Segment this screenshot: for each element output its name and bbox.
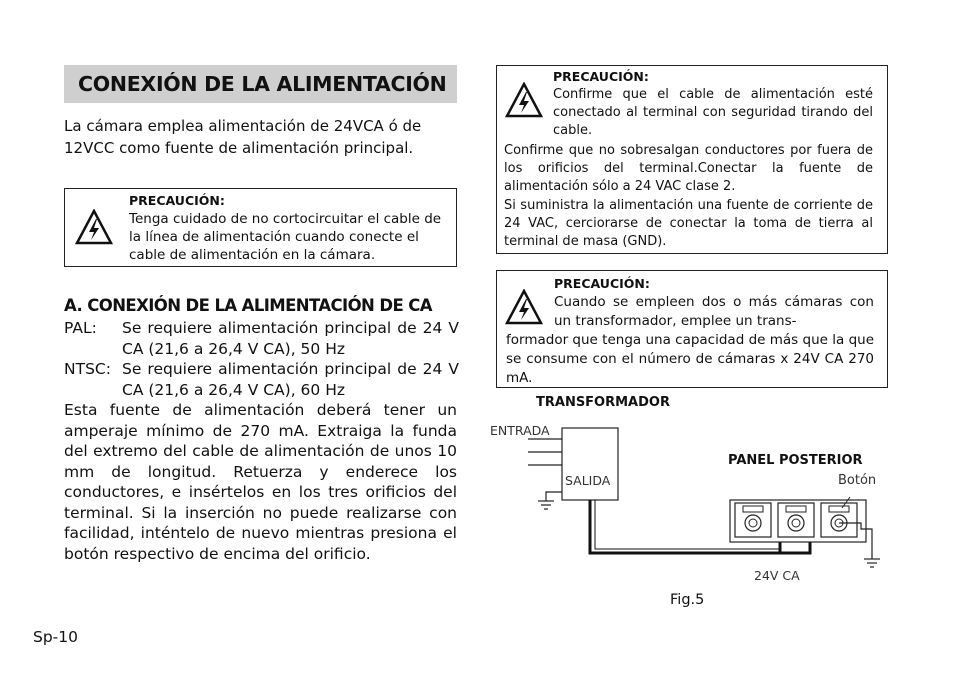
transformer-box <box>562 428 618 500</box>
rear-panel-label: PANEL POSTERIOR <box>728 453 863 468</box>
ntsc-text: Se requiere alimentación principal de 24 V CA (21,6 a 26,4 V CA), 60 Hz <box>122 360 459 399</box>
page-title: CONEXIÓN DE LA ALIMENTACIÓN <box>78 72 447 96</box>
warning-icon <box>505 82 543 118</box>
intro-paragraph: La cámara emplea alimentación de 24VCA ó de 12VCC como fuente de alimentación principal. <box>64 117 422 157</box>
caution-box-3 <box>496 270 888 388</box>
figure-caption: Fig.5 <box>670 592 705 608</box>
ntsc-row <box>64 359 459 400</box>
caution-text-c: Si suministra la alimentación una fuente de corriente de 24 VAC, cerciorarse de conectar la toma de tierra al terminal de masa (GND). <box>504 198 873 249</box>
ntsc-label: NTSC: <box>64 360 111 378</box>
output-label: SALIDA <box>565 473 611 488</box>
terminal-2 <box>778 503 814 537</box>
page-number: Sp-10 <box>33 628 78 646</box>
pal-label: PAL: <box>64 319 97 337</box>
warning-icon <box>505 289 543 325</box>
caution-box-2 <box>496 65 888 254</box>
voltage-label: 24V CA <box>754 568 800 583</box>
caution-heading: PRECAUCIÓN: <box>129 193 225 208</box>
caution-heading: PRECAUCIÓN: <box>554 276 650 291</box>
transformer-label: TRANSFORMADOR <box>536 395 670 410</box>
caution-text: Tenga cuidado de no cortocircuitar el cable de la línea de alimentación cuando conecte el cable de alimentación en la cámara. <box>129 211 442 263</box>
body-paragraph: Esta fuente de alimentación deberá tener un amperaje mínimo de 270 mA. Extraiga la funda del extremo del cable de alimentación de unos 10 mm de longitud. Retuerza y enderece los conductores, e insértelos en los tres orificios del terminal. Si la inserción no puede realizarse con facilidad, inténtelo de nuevo mientras presiona el botón respectivo de encima del orificio. <box>64 401 457 563</box>
terminal-1 <box>735 503 771 537</box>
caution-heading: PRECAUCIÓN: <box>553 69 649 84</box>
section-heading: A. CONEXIÓN DE LA ALIMENTACIÓN DE CA <box>64 296 432 315</box>
caution-text-b: formador que tenga una capacidad de más que la que se consume con el número de cámaras x 24V CA 270 mA. <box>506 332 874 386</box>
caution-text-b: Confirme que no sobresalgan conductores por fuera de los orificios del terminal.Conectar la fuente de alimentación sólo a 24 VAC clase 2. <box>504 143 873 194</box>
button-label: Botón <box>838 473 877 488</box>
pal-row <box>64 318 459 359</box>
caution-text-a: Cuando se empleen dos o más cámaras con un transformador, emplee un trans- <box>554 294 874 329</box>
caution-text-a: Confirme que el cable de alimentación esté conectado al terminal con seguridad tirando del cable. <box>553 87 873 138</box>
pal-text: Se requiere alimentación principal de 24 V CA (21,6 a 26,4 V CA), 50 Hz <box>122 319 459 358</box>
warning-icon <box>75 209 113 245</box>
section-title-bar <box>64 65 457 103</box>
caution-box-1 <box>64 188 457 267</box>
terminal-3 <box>821 503 857 537</box>
input-label: ENTRADA <box>490 423 550 438</box>
